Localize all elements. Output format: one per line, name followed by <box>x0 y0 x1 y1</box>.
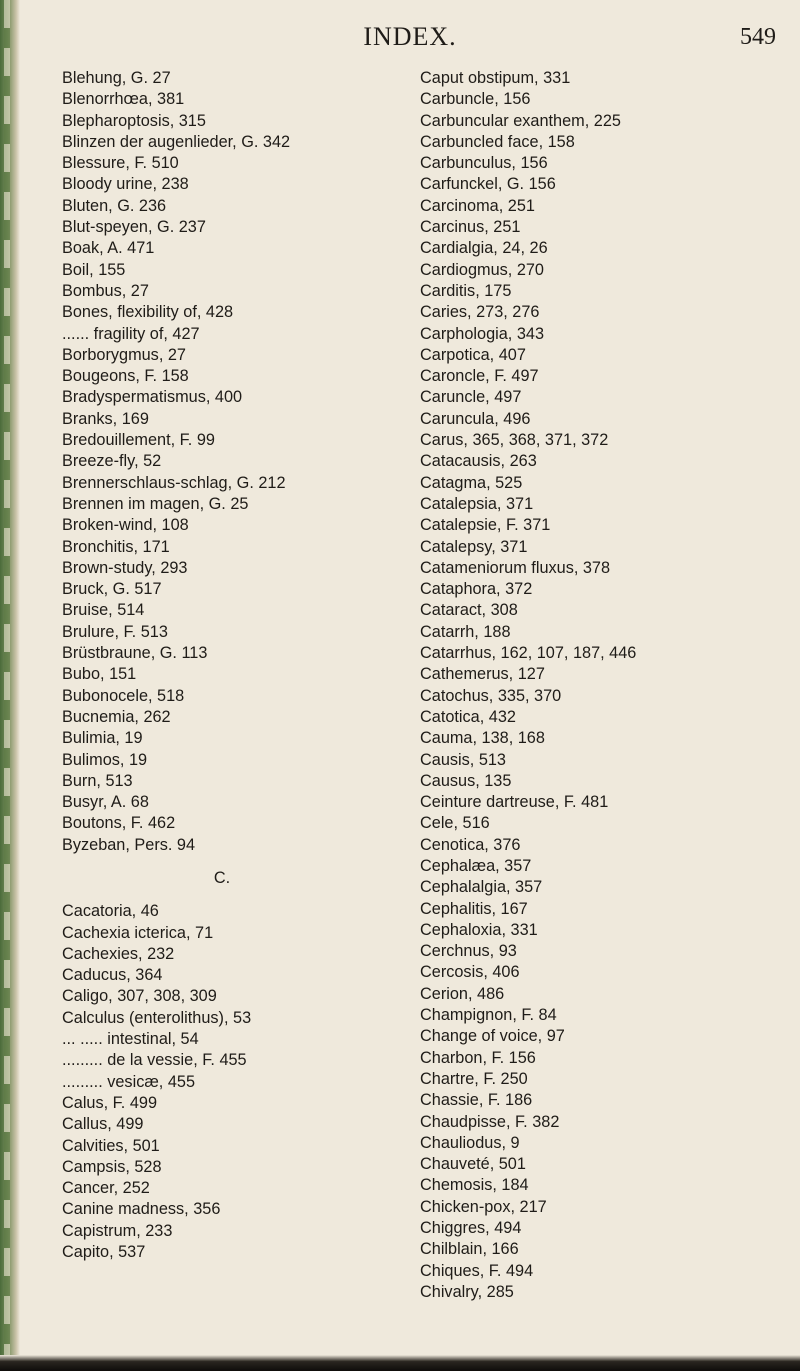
page-title: INDEX. <box>363 22 457 51</box>
index-entry: Caruncle, 497 <box>420 388 522 407</box>
index-entry: Capistrum, 233 <box>62 1221 173 1240</box>
index-entry: Bradyspermatismus, 400 <box>62 388 243 407</box>
index-entry: Cephalalgia, 357 <box>420 878 543 897</box>
index-entry: Catotica, 432 <box>420 707 516 726</box>
index-entry: Campsis, 528 <box>62 1157 162 1176</box>
index-entry: Callus, 499 <box>62 1115 144 1134</box>
index-entry: Cauma, 138, 168 <box>420 729 545 748</box>
index-entry: Blenorrhœa, 381 <box>62 90 185 109</box>
index-entry: Canine madness, 356 <box>62 1200 221 1219</box>
index-entry: Calculus (enterolithus), 53 <box>62 1008 252 1027</box>
index-entry: ......... de la vessie, F. 455 <box>62 1051 247 1070</box>
page-number: 549 <box>740 24 776 50</box>
index-column-right <box>420 68 790 1303</box>
index-entry: Caroncle, F. 497 <box>420 367 539 386</box>
index-entry: Cardiogmus, 270 <box>420 260 544 279</box>
index-entry: Champignon, F. 84 <box>420 1006 557 1025</box>
index-entry: Carbuncle, 156 <box>420 90 531 109</box>
index-entry: ... ..... intestinal, 54 <box>62 1030 199 1049</box>
index-entry: Bones, flexibility of, 428 <box>62 303 234 322</box>
index-entry: Bucnemia, 262 <box>62 707 171 726</box>
index-entry: Bubo, 151 <box>62 665 137 684</box>
index-entry: Cataphora, 372 <box>420 580 533 599</box>
index-entry: Blinzen der augenlieder, G. 342 <box>62 132 291 151</box>
index-entry: Busyr, A. 68 <box>62 793 149 812</box>
page-bottom-edge <box>0 1355 800 1371</box>
index-entry: Chiques, F. 494 <box>420 1261 534 1280</box>
index-entry: Cephaloxia, 331 <box>420 920 538 939</box>
index-entry: Bruise, 514 <box>62 601 145 620</box>
index-entry: Cercosis, 406 <box>420 963 520 982</box>
index-entry: Cephalæa, 357 <box>420 856 532 875</box>
index-entry: Charbon, F. 156 <box>420 1048 536 1067</box>
index-entry: Cele, 516 <box>420 814 490 833</box>
index-entry: Caligo, 307, 308, 309 <box>62 987 217 1006</box>
index-entry: Chicken-pox, 217 <box>420 1197 547 1216</box>
index-entry: Calvities, 501 <box>62 1136 160 1155</box>
index-entry: Catagma, 525 <box>420 473 523 492</box>
index-entry: Brüstbraune, G. 113 <box>62 644 208 663</box>
index-entry: Chilblain, 166 <box>420 1240 519 1259</box>
index-entry: Bubonocele, 518 <box>62 686 185 705</box>
index-entry: Blepharoptosis, 315 <box>62 111 206 130</box>
index-entry: Byzeban, Pers. 94 <box>62 835 196 854</box>
index-entry: Chauveté, 501 <box>420 1155 526 1174</box>
index-entry: Caruncula, 496 <box>420 409 531 428</box>
index-entry: Bougeons, F. 158 <box>62 367 189 386</box>
index-entry: Carbuncled face, 158 <box>420 132 575 151</box>
index-entry: Cenotica, 376 <box>420 835 521 854</box>
index-entry: Cerion, 486 <box>420 984 505 1003</box>
index-entry: Chiggres, 494 <box>420 1219 522 1238</box>
index-entry: Bluten, G. 236 <box>62 196 167 215</box>
index-entry: Branks, 169 <box>62 409 149 428</box>
index-entry: Chartre, F. 250 <box>420 1069 528 1088</box>
index-entry: Chemosis, 184 <box>420 1176 529 1195</box>
index-entry: Cancer, 252 <box>62 1179 150 1198</box>
index-entry: Boutons, F. 462 <box>62 814 176 833</box>
index-entry: Bombus, 27 <box>62 281 149 300</box>
index-entry: Carpotica, 407 <box>420 345 526 364</box>
index-entry: Calus, F. 499 <box>62 1093 158 1112</box>
index-entry: Carditis, 175 <box>420 281 512 300</box>
index-entry: Ceinture dartreuse, F. 481 <box>420 793 609 812</box>
index-entry: Chassie, F. 186 <box>420 1091 533 1110</box>
index-entry: Bruck, G. 517 <box>62 580 162 599</box>
index-entry: Boak, A. 471 <box>62 239 155 258</box>
index-entry: Carus, 365, 368, 371, 372 <box>420 431 609 450</box>
index-entry: Carbuncular exanthem, 225 <box>420 111 621 130</box>
index-entry: Caducus, 364 <box>62 966 163 985</box>
index-entry: Bronchitis, 171 <box>62 537 170 556</box>
index-entry: Blessure, F. 510 <box>62 154 179 173</box>
index-entry: Brown-study, 293 <box>62 558 188 577</box>
index-entry: Borborygmus, 27 <box>62 345 186 364</box>
index-entry: Brennen im magen, G. 25 <box>62 494 249 513</box>
page-header <box>20 22 800 52</box>
index-entry: Chivalry, 285 <box>420 1282 514 1301</box>
index-entry: Catalepsie, F. 371 <box>420 516 551 535</box>
index-entry: Caput obstipum, 331 <box>420 69 571 87</box>
index-entry: Catalepsy, 371 <box>420 537 528 556</box>
index-entry: Cacatoria, 46 <box>62 902 159 921</box>
index-entry: Brennerschlaus-schlag, G. 212 <box>62 473 286 492</box>
index-entry: Carcinus, 251 <box>420 218 521 237</box>
index-entry: Breeze-fly, 52 <box>62 452 162 471</box>
index-column-left <box>62 68 382 1263</box>
index-entry: Chaudpisse, F. 382 <box>420 1112 560 1131</box>
index-entry: Blehung, G. 27 <box>62 69 171 87</box>
index-entry: ......... vesicæ, 455 <box>62 1072 196 1091</box>
index-entry: Cachexies, 232 <box>62 944 175 963</box>
index-entry: Cerchnus, 93 <box>420 942 517 961</box>
index-entry: Carfunckel, G. 156 <box>420 175 556 194</box>
index-entry: Bulimos, 19 <box>62 750 148 769</box>
index-entry: Catochus, 335, 370 <box>420 686 562 705</box>
index-entry: Boil, 155 <box>62 260 126 279</box>
index-entry: Catalepsia, 371 <box>420 494 534 513</box>
index-entry: Carbunculus, 156 <box>420 154 548 173</box>
index-entry: Change of voice, 97 <box>420 1027 565 1046</box>
index-entry: Bulimia, 19 <box>62 729 143 748</box>
index-entry: Chauliodus, 9 <box>420 1133 520 1152</box>
index-entry: Brulure, F. 513 <box>62 622 168 641</box>
index-entry: Causis, 513 <box>420 750 506 769</box>
index-entry: Carcinoma, 251 <box>420 196 535 215</box>
index-entry: Caries, 273, 276 <box>420 303 540 322</box>
index-entry: Bloody urine, 238 <box>62 175 189 194</box>
index-entry: Blut-speyen, G. 237 <box>62 218 206 237</box>
index-entry: Catameniorum fluxus, 378 <box>420 558 611 577</box>
index-entry: Cardialgia, 24, 26 <box>420 239 548 258</box>
index-entry: Burn, 513 <box>62 771 133 790</box>
index-entry: Catarrh, 188 <box>420 622 511 641</box>
index-entry: Cephalitis, 167 <box>420 899 528 918</box>
index-entry: Catacausis, 263 <box>420 452 537 471</box>
index-entry: Cachexia icterica, 71 <box>62 923 214 942</box>
index-section-heading: C. <box>213 868 231 887</box>
index-entry: Bredouillement, F. 99 <box>62 431 215 450</box>
index-entry: Cataract, 308 <box>420 601 518 620</box>
page-binding-edge <box>0 0 20 1371</box>
index-entry: Capito, 537 <box>62 1243 146 1262</box>
index-entry: Broken-wind, 108 <box>62 516 189 535</box>
index-entry: Carphologia, 343 <box>420 324 545 343</box>
index-entry: ...... fragility of, 427 <box>62 324 200 343</box>
index-entry: Causus, 135 <box>420 771 512 790</box>
index-entry: Catarrhus, 162, 107, 187, 446 <box>420 644 637 663</box>
index-entry: Cathemerus, 127 <box>420 665 545 684</box>
